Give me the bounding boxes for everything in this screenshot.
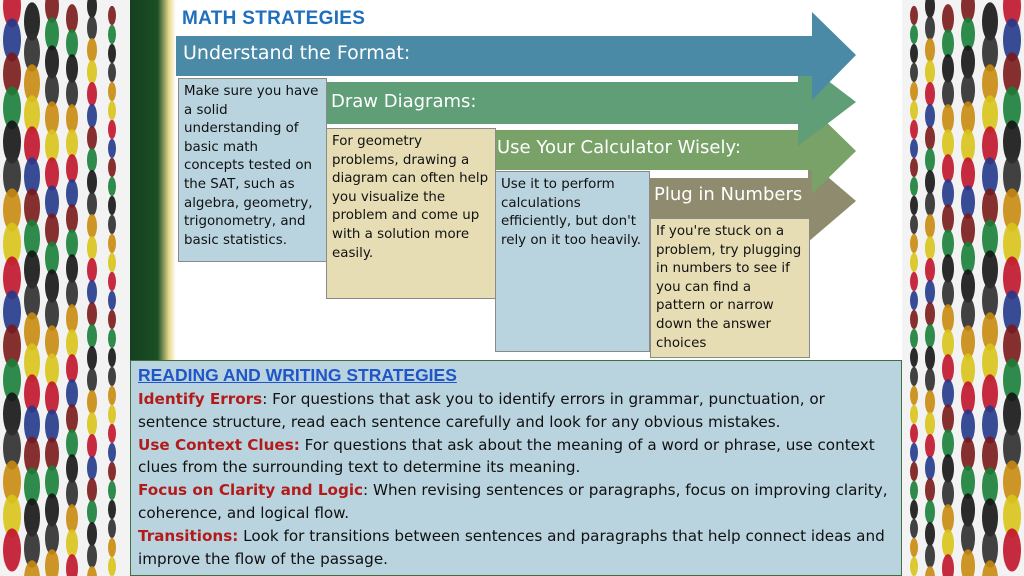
wall-hole: [925, 38, 935, 62]
wall-hole: [910, 63, 918, 82]
wall-hole: [87, 324, 97, 348]
wall-hole: [108, 519, 116, 538]
left-decorative-wall: [0, 0, 130, 576]
wall-hole: [87, 346, 97, 370]
wall-hole: [87, 16, 97, 40]
wall-hole: [910, 82, 918, 101]
wall-hole: [925, 390, 935, 414]
wall-hole: [108, 196, 116, 215]
strategy-heading-3: Use Your Calculator Wisely:: [497, 137, 741, 158]
wall-hole: [1003, 528, 1021, 571]
wall-hole: [910, 310, 918, 329]
wall-hole: [910, 538, 918, 557]
wall-hole: [108, 291, 116, 310]
strategy-heading-2: Draw Diagrams:: [331, 91, 477, 112]
wall-hole: [910, 386, 918, 405]
wall-hole: [910, 481, 918, 500]
wall-hole: [942, 129, 954, 158]
perforated-pattern-left: [0, 0, 130, 576]
reading-writing-section: [130, 360, 902, 576]
wall-hole: [910, 253, 918, 272]
wall-hole: [910, 500, 918, 519]
wall-hole: [87, 148, 97, 172]
wall-hole: [108, 367, 116, 386]
wall-hole: [942, 429, 954, 458]
wall-hole: [910, 44, 918, 63]
wall-hole: [925, 302, 935, 326]
wall-hole: [925, 346, 935, 370]
wall-hole: [942, 29, 954, 58]
wall-hole: [108, 44, 116, 63]
wall-hole: [942, 4, 954, 33]
wall-hole: [87, 60, 97, 84]
wall-hole: [87, 104, 97, 128]
wall-hole: [87, 390, 97, 414]
wall-hole: [925, 258, 935, 282]
wall-hole: [910, 329, 918, 348]
wall-hole: [910, 348, 918, 367]
wall-hole: [87, 38, 97, 62]
wall-hole: [942, 104, 954, 133]
rw-item-clarity-logic: [138, 479, 894, 525]
wall-hole: [925, 192, 935, 216]
wall-hole: [108, 538, 116, 557]
wall-hole: [87, 214, 97, 238]
wall-hole: [108, 481, 116, 500]
wall-hole: [910, 557, 918, 576]
rw-term: Identify Errors: [138, 390, 263, 408]
wall-hole: [66, 404, 78, 433]
wall-hole: [66, 329, 78, 358]
wall-hole: [87, 126, 97, 150]
wall-hole: [942, 504, 954, 533]
wall-hole: [925, 478, 935, 502]
wall-hole: [910, 367, 918, 386]
wall-hole: [910, 462, 918, 481]
rw-text: For questions that ask you to identify errors in grammar, punctuation, or sentence structure, read each sentence carefully and look for any obvious mistakes.: [138, 390, 825, 431]
wall-hole: [925, 0, 935, 18]
wall-hole: [66, 554, 78, 576]
strategy-card-3: Use it to perform calculations efficiently, but don't rely on it too heavily.: [495, 171, 650, 352]
wall-hole: [87, 302, 97, 326]
wall-hole: [942, 179, 954, 208]
wall-hole: [925, 456, 935, 480]
wall-hole: [66, 104, 78, 133]
accent-bar: [130, 0, 176, 360]
wall-hole: [87, 170, 97, 194]
wall-hole: [961, 549, 975, 576]
wall-hole: [925, 280, 935, 304]
wall-hole: [87, 456, 97, 480]
wall-hole: [910, 120, 918, 139]
wall-hole: [66, 429, 78, 458]
wall-hole: [108, 329, 116, 348]
wall-hole: [87, 478, 97, 502]
rw-item-transitions: [138, 525, 894, 571]
wall-hole: [66, 179, 78, 208]
wall-hole: [108, 557, 116, 576]
wall-hole: [108, 272, 116, 291]
wall-hole: [910, 405, 918, 424]
wall-hole: [87, 192, 97, 216]
wall-hole: [87, 500, 97, 524]
wall-hole: [942, 379, 954, 408]
wall-hole: [942, 54, 954, 83]
wall-hole: [66, 54, 78, 83]
wall-hole: [910, 424, 918, 443]
wall-hole: [925, 126, 935, 150]
wall-hole: [108, 424, 116, 443]
wall-hole: [942, 79, 954, 108]
wall-hole: [66, 4, 78, 33]
wall-hole: [910, 101, 918, 120]
wall-hole: [66, 129, 78, 158]
math-title: MATH STRATEGIES: [182, 8, 366, 29]
wall-hole: [87, 522, 97, 546]
wall-hole: [108, 443, 116, 462]
wall-hole: [942, 404, 954, 433]
rw-item-identify-errors: [138, 388, 894, 434]
wall-hole: [108, 101, 116, 120]
wall-hole: [87, 82, 97, 106]
wall-hole: [87, 544, 97, 568]
wall-hole: [925, 544, 935, 568]
wall-hole: [87, 368, 97, 392]
wall-hole: [925, 500, 935, 524]
wall-hole: [66, 154, 78, 183]
rw-item-context-clues: [138, 434, 894, 480]
wall-hole: [942, 329, 954, 358]
wall-hole: [925, 16, 935, 40]
wall-hole: [925, 522, 935, 546]
wall-hole: [108, 253, 116, 272]
wall-hole: [910, 6, 918, 25]
wall-hole: [108, 120, 116, 139]
rw-term: Use Context Clues:: [138, 435, 300, 454]
strategy-card-1: Make sure you have a solid understanding of basic math concepts tested on the SAT, such as algebra, geometry, trigonometry, and basic statistics.: [178, 78, 327, 262]
strategy-heading-4: Plug in Numbers: [654, 184, 803, 205]
wall-hole: [66, 279, 78, 308]
wall-hole: [108, 405, 116, 424]
wall-hole: [910, 291, 918, 310]
wall-hole: [910, 196, 918, 215]
wall-hole: [108, 234, 116, 253]
wall-hole: [910, 25, 918, 44]
wall-hole: [108, 348, 116, 367]
wall-hole: [66, 29, 78, 58]
wall-hole: [925, 82, 935, 106]
strategy-heading-1: Understand the Format:: [183, 42, 411, 64]
wall-hole: [66, 79, 78, 108]
wall-hole: [925, 170, 935, 194]
rw-text: Look for transitions between sentences and paragraphs that help connect ideas and improve the flow of the passage.: [138, 526, 885, 568]
rw-term: Focus on Clarity and Logic: [138, 481, 364, 500]
wall-hole: [108, 310, 116, 329]
wall-hole: [982, 560, 998, 576]
wall-hole: [66, 454, 78, 483]
wall-hole: [942, 454, 954, 483]
wall-hole: [925, 368, 935, 392]
wall-hole: [910, 443, 918, 462]
wall-hole: [87, 566, 97, 576]
rw-separator: :: [363, 481, 369, 500]
wall-hole: [66, 479, 78, 508]
wall-hole: [87, 412, 97, 436]
rw-separator: :: [262, 390, 268, 408]
perforated-pattern-right: [902, 0, 1024, 576]
wall-hole: [87, 236, 97, 260]
wall-hole: [108, 139, 116, 158]
rw-term: Transitions:: [138, 526, 239, 545]
rw-text: When revising sentences or paragraphs, focus on improving clarity, coherence, and logical flow.: [138, 481, 888, 522]
wall-hole: [87, 280, 97, 304]
strategy-card-4: If you're stuck on a problem, try plugging in numbers to see if you can find a pattern or narrow down the answer choices: [650, 218, 810, 358]
wall-hole: [925, 104, 935, 128]
wall-hole: [942, 479, 954, 508]
wall-hole: [87, 434, 97, 458]
wall-hole: [108, 158, 116, 177]
wall-hole: [942, 154, 954, 183]
wall-hole: [910, 234, 918, 253]
wall-hole: [942, 254, 954, 283]
wall-hole: [66, 229, 78, 258]
wall-hole: [910, 139, 918, 158]
wall-hole: [910, 215, 918, 234]
wall-hole: [925, 148, 935, 172]
wall-hole: [66, 379, 78, 408]
wall-hole: [66, 204, 78, 233]
wall-hole: [108, 63, 116, 82]
wall-hole: [942, 354, 954, 383]
wall-hole: [24, 560, 40, 576]
wall-hole: [108, 6, 116, 25]
wall-hole: [910, 177, 918, 196]
wall-hole: [942, 204, 954, 233]
wall-hole: [87, 258, 97, 282]
wall-hole: [108, 386, 116, 405]
wall-hole: [925, 566, 935, 576]
wall-hole: [942, 279, 954, 308]
wall-hole: [910, 272, 918, 291]
wall-hole: [108, 462, 116, 481]
wall-hole: [108, 82, 116, 101]
wall-hole: [108, 500, 116, 519]
wall-hole: [108, 215, 116, 234]
wall-hole: [66, 254, 78, 283]
right-decorative-wall: [902, 0, 1024, 576]
wall-hole: [942, 554, 954, 576]
wall-hole: [45, 549, 59, 576]
wall-hole: [910, 158, 918, 177]
rw-text: For questions that ask about the meaning of a word or phrase, use context clues from the surrounding text to determine its meaning.: [138, 435, 875, 477]
wall-hole: [108, 177, 116, 196]
reading-writing-title: READING AND WRITING STRATEGIES: [138, 365, 457, 385]
wall-hole: [66, 354, 78, 383]
wall-hole: [942, 229, 954, 258]
wall-hole: [108, 25, 116, 44]
wall-hole: [925, 214, 935, 238]
strategy-card-2: For geometry problems, drawing a diagram can often help you visualize the problem and come up with a solution more easily.: [326, 128, 496, 299]
wall-hole: [925, 324, 935, 348]
wall-hole: [925, 412, 935, 436]
wall-hole: [3, 528, 21, 571]
wall-hole: [942, 529, 954, 558]
wall-hole: [925, 434, 935, 458]
wall-hole: [66, 304, 78, 333]
wall-hole: [87, 0, 97, 18]
wall-hole: [942, 304, 954, 333]
wall-hole: [925, 60, 935, 84]
wall-hole: [925, 236, 935, 260]
wall-hole: [910, 519, 918, 538]
wall-hole: [66, 504, 78, 533]
wall-hole: [66, 529, 78, 558]
